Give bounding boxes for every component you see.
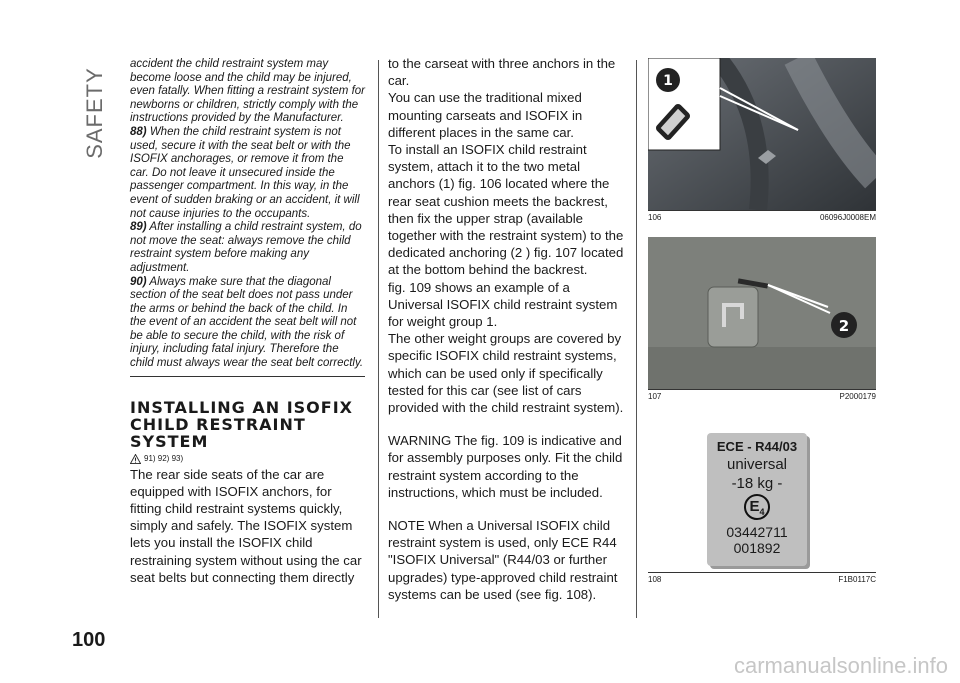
paragraph: You can use the traditional mixed mounting carseats and ISOFIX in different places in the same car. — [388, 90, 583, 140]
column-2 — [388, 55, 626, 619]
upper-anchor-photo — [648, 237, 876, 389]
figure-caption: 108 F1B0117C — [648, 572, 876, 584]
warning-item: accident the child restraint system may become loose and the child may be injured, even fatally. When fitting a restraint system for newborns or children, strictly comply with the instructions provided by the Manufacturer. — [130, 58, 365, 125]
callout-2: 2 — [838, 317, 850, 335]
ece-label-image — [648, 420, 876, 572]
body-text: The rear side seats of the car are equipped with ISOFIX anchors, for fitting child restraint systems quickly, simply and safely. The ISOFIX system lets you install the ISOFIX child restraining system without using the car seat belts but connecting them directly — [130, 466, 362, 585]
upper-anchor-illustration — [648, 237, 876, 389]
warning-item: 88) When the child restraint system is not used, secure it with the seat belt or with the ISOFIX anchorages, or remove it from the car. Do not leave it unsecured inside the passenger compartment. In this way, in the event of sudden braking or an accident, it will not cause injuries to the occupants. — [130, 125, 360, 220]
page-number: 100 — [72, 629, 106, 651]
warning-item: 89) After installing a child restraint system, do not move the seat: always remove the child restraint system before making any adjustment. — [130, 221, 362, 274]
column-divider — [378, 60, 379, 618]
warnings-box — [130, 58, 365, 377]
warning-refs: 91) 92) 93) — [130, 454, 365, 464]
figure-108 — [648, 420, 876, 584]
figure-106 — [648, 58, 876, 222]
paragraph: to the carseat with three anchors in the car. — [388, 56, 616, 89]
section-title: INSTALLING AN ISOFIX CHILD RESTRAINT SYSTEM — [130, 397, 353, 451]
seat-anchor-illustration — [648, 58, 876, 210]
column-divider — [636, 60, 637, 618]
paragraph: fig. 109 shows an example of a Universal ISOFIX child restraint system for weight group 1. — [388, 279, 618, 330]
paragraph: The other weight groups are covered by specific ISOFIX child restraint systems, which can be used only if specifically tested for this car (see list of cars provided with the child restraint system). — [388, 331, 624, 416]
callout-1: 1 — [663, 73, 673, 89]
figure-107 — [648, 237, 876, 401]
paragraph: To install an ISOFIX child restraint system, attach it to the two metal anchors (1) fig. 106 located where the rear seat cushion meets the backrest, then fix the upper strap (available together with the restraint system) to the dedicated anchoring (2 ) fig. 107 located at the bottom behind the backrest. — [388, 142, 624, 278]
paragraph: NOTE When a Universal ISOFIX child restraint system is used, only ECE R44 "ISOFIX Universal" (R44/03 or further upgrades) type-approved child restraint systems can be used (see fig. 108). — [388, 518, 618, 602]
warning-triangle-icon — [130, 454, 141, 464]
warning-item: 90) Always make sure that the diagonal section of the seat belt does not pass under the arms or behind the back of the child. In the event of an accident the seat belt will not be able to secure the child, with the risk of injury, including fatal injury. Therefore the child must always wear the seat belt correctly. — [130, 275, 364, 370]
e-mark-icon: $E_4$ — [744, 494, 770, 520]
column-1 — [130, 58, 365, 586]
seat-anchor-photo — [648, 58, 876, 210]
figure-caption: 106 06096J0008EM — [648, 210, 876, 222]
figure-caption: 107 P2000179 — [648, 389, 876, 401]
paragraph: WARNING The fig. 109 is indicative and for assembly purposes only. Fit the child restraint system according to the instructions, which must be included. — [388, 433, 623, 500]
watermark: carmanualsonline.info — [733, 653, 948, 678]
ece-approval-badge: ECE - R44/03 universal -18 kg - $E_4$ 03442711 001892 — [707, 433, 807, 566]
side-label: SAFETY — [82, 67, 107, 159]
